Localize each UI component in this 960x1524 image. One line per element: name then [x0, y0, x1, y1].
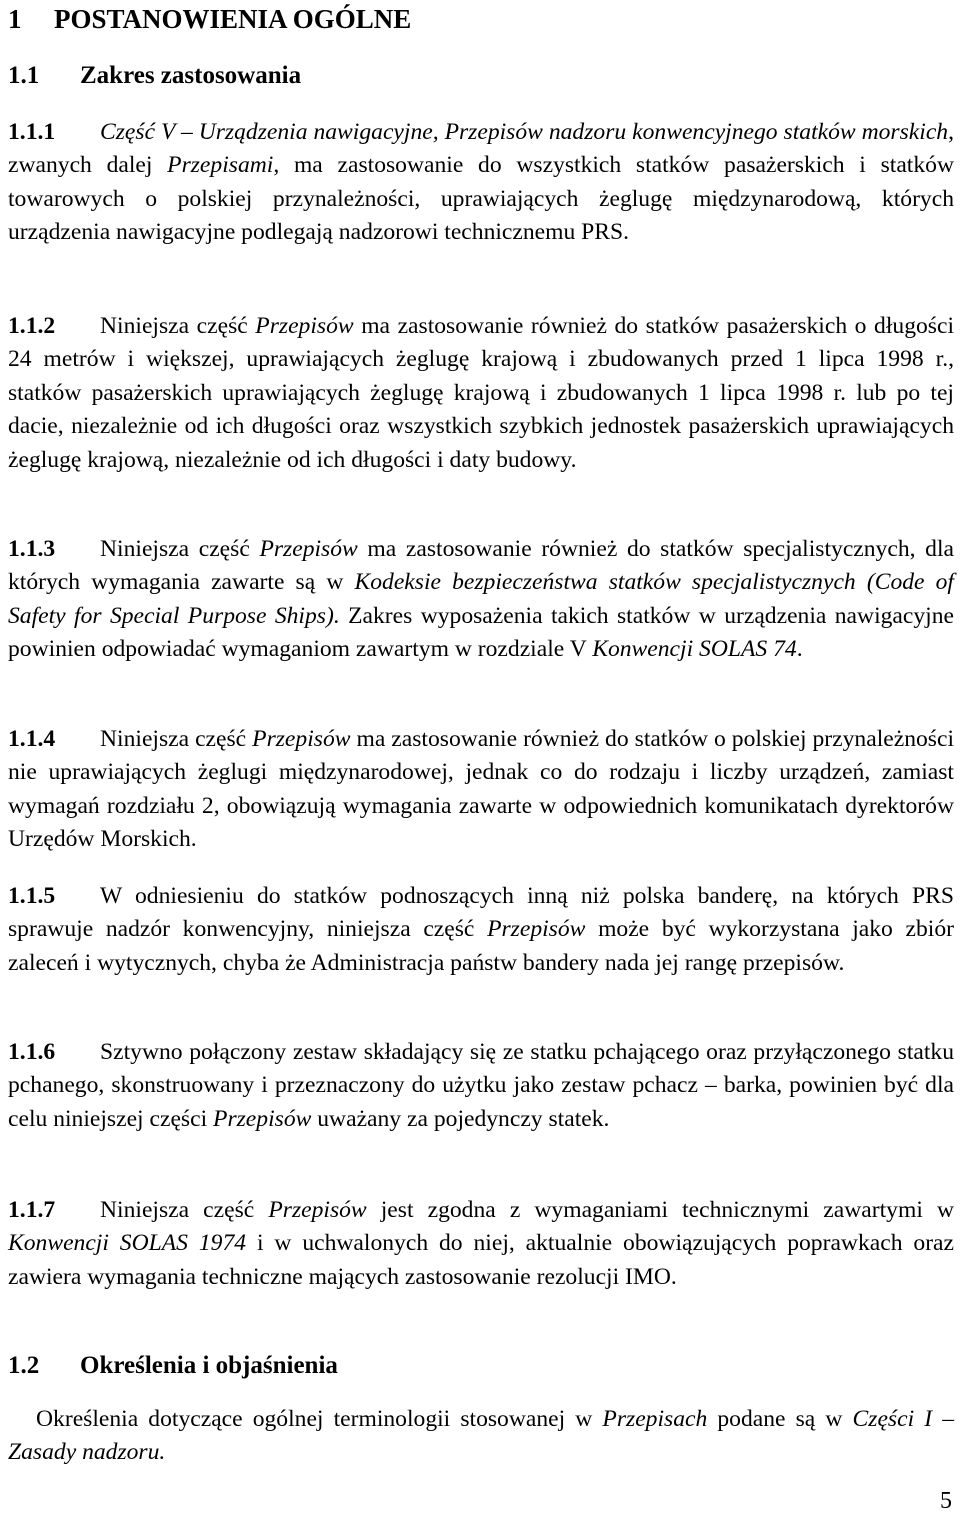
text-segment: .: [796, 636, 803, 663]
section-title: Zakres zastosowania: [80, 62, 302, 89]
text-segment: W odniesieniu do statków podnoszących inną niż polska banderę, na których PRS sprawuje nadzór konwencyjny, niniejsza część: [8, 883, 954, 943]
paragraph-number: 1.1.2: [8, 313, 56, 339]
text-segment: Określenia dotyczące ogólnej terminologii stosowanej w: [36, 1406, 603, 1432]
italic-text-segment: Przepisów: [259, 536, 358, 562]
italic-text-segment: Przepisach: [602, 1406, 708, 1432]
paragraph-text: [8, 1197, 954, 1290]
paragraph-number: 1.1.3: [8, 536, 56, 562]
section-number: 1.2: [8, 1352, 40, 1379]
text-segment: Niniejsza część: [100, 536, 260, 562]
paragraph-text: [8, 1039, 954, 1132]
text-segment: Niniejsza część: [100, 313, 256, 339]
text-segment: podane są w: [707, 1406, 853, 1432]
paragraph-1-1-2: [8, 310, 954, 477]
paragraph-text: [8, 1406, 954, 1465]
chapter-title: POSTANOWIENIA OGÓLNE: [54, 4, 412, 34]
paragraph-1-1-1: [8, 116, 954, 250]
text-segment: ma zastosowanie również do statków pasażerskich o długości 24 metrów i większej, uprawiających żeglugę krajową i zbudowanych przed 1 lipca 1998 r., statków pasażerskich uprawiających żeglugę krajową i zbudowanych 1 lipca 1998 r. lub po tej dacie, niezależnie od ich długości oraz wszystkich szybkich jednostek pasażerskich uprawiających żeglugę krajową, niezależnie od ich długości i daty budowy.: [8, 313, 954, 473]
text-segment: ma zastosowanie również do statków specjalistycznych, dla których wymagania zawarte są w: [8, 536, 954, 596]
paragraph-1-1-3: [8, 533, 954, 667]
italic-text-segment: Przepisami: [167, 152, 274, 179]
paragraph-number: 1.1.6: [8, 1039, 56, 1065]
page-number: 5: [940, 1488, 952, 1514]
paragraph-1-1-4: [8, 723, 954, 857]
italic-text-segment: Przepisów: [487, 916, 586, 943]
text-segment: i w uchwalonych do niej, aktualnie obowiązujących poprawkach oraz zawiera wymagania techniczne mających zastosowanie rezolucji IMO.: [8, 1230, 954, 1290]
italic-text-segment: Kodeksie bezpieczeństwa statków specjalistycznych (Code of Safety for Special Purpose Ships).: [8, 569, 954, 629]
text-segment: , zwanych dalej: [8, 119, 954, 179]
italic-text-segment: Przepisów: [255, 313, 354, 339]
text-segment: ma zastosowanie również do statków o polskiej przynależności nie uprawiających żeglugi międzynarodowej, jednak co do rodzaju i liczby urządzeń, zamiast wymagań rozdziału 2, obowiązują wymagania zawarte w odpowiednich komunikatach dyrektorów Urzędów Morskich.: [8, 726, 955, 853]
text-segment: jest zgodna z wymaganiami technicznymi zawartymi w: [366, 1197, 954, 1223]
text-segment: może być wykorzystana jako zbiór zaleceń i wytycznych, chyba że Administracja państw bandery nada jej rangę przepisów.: [8, 916, 954, 976]
paragraph-text: [8, 883, 954, 976]
section-heading-1-1: [8, 62, 301, 90]
text-segment: uważany za pojedynczy statek.: [311, 1105, 610, 1132]
paragraph-text: [8, 313, 954, 473]
chapter-heading: [8, 4, 411, 35]
section-number: 1.1: [8, 62, 40, 89]
section-title: Określenia i objaśnienia: [80, 1352, 338, 1379]
italic-text-segment: Części I – Zasady nadzoru.: [8, 1406, 954, 1466]
paragraph-text: [8, 726, 954, 852]
italic-text-segment: Przepisów: [252, 726, 351, 752]
text-segment: Sztywno połączony zestaw składający się ze statku pchającego oraz przyłączonego statku pchanego, skonstruowany i przeznaczony do użytku jako zestaw pchacz – barka, powinien być dla celu niniejszej części: [8, 1039, 954, 1132]
section-heading-1-2: [8, 1352, 338, 1380]
italic-text-segment: Przepisów: [213, 1105, 312, 1132]
chapter-number: 1: [8, 4, 22, 34]
italic-text-segment: Konwencji SOLAS 1974: [8, 1230, 247, 1257]
italic-text-segment: Część V – Urządzenia nawigacyjne, Przepisów nadzoru konwencyjnego statków morskich: [100, 119, 949, 145]
text-segment: Niniejsza część: [100, 1197, 269, 1223]
paragraph-number: 1.1.1: [8, 119, 56, 145]
paragraph-1-1-7: [8, 1194, 954, 1294]
paragraph-text: [8, 119, 954, 245]
paragraph-number: 1.1.4: [8, 726, 56, 752]
text-segment: , ma zastosowanie do wszystkich statków pasażerskich i statków towarowych o polskiej przynależności, uprawiających żeglugę międzynarodową, których urządzenia nawigacyjne podlegają nadzorowi technicznemu PRS.: [8, 152, 954, 246]
paragraph-1-1-5: [8, 880, 954, 980]
paragraph-1-1-6: [8, 1036, 954, 1136]
italic-text-segment: Konwencji SOLAS 74: [592, 636, 797, 663]
text-segment: Niniejsza część: [100, 726, 253, 752]
paragraph-number: 1.1.5: [8, 883, 56, 909]
text-segment: Zakres wyposażenia takich statków w urządzenia nawigacyjne powinien odpowiadać wymaganiom zawartym w rozdziale V: [8, 602, 954, 663]
paragraph-text: [8, 536, 954, 662]
paragraph-1-2-intro: [8, 1403, 954, 1470]
italic-text-segment: Przepisów: [268, 1197, 367, 1223]
paragraph-number: 1.1.7: [8, 1197, 56, 1223]
